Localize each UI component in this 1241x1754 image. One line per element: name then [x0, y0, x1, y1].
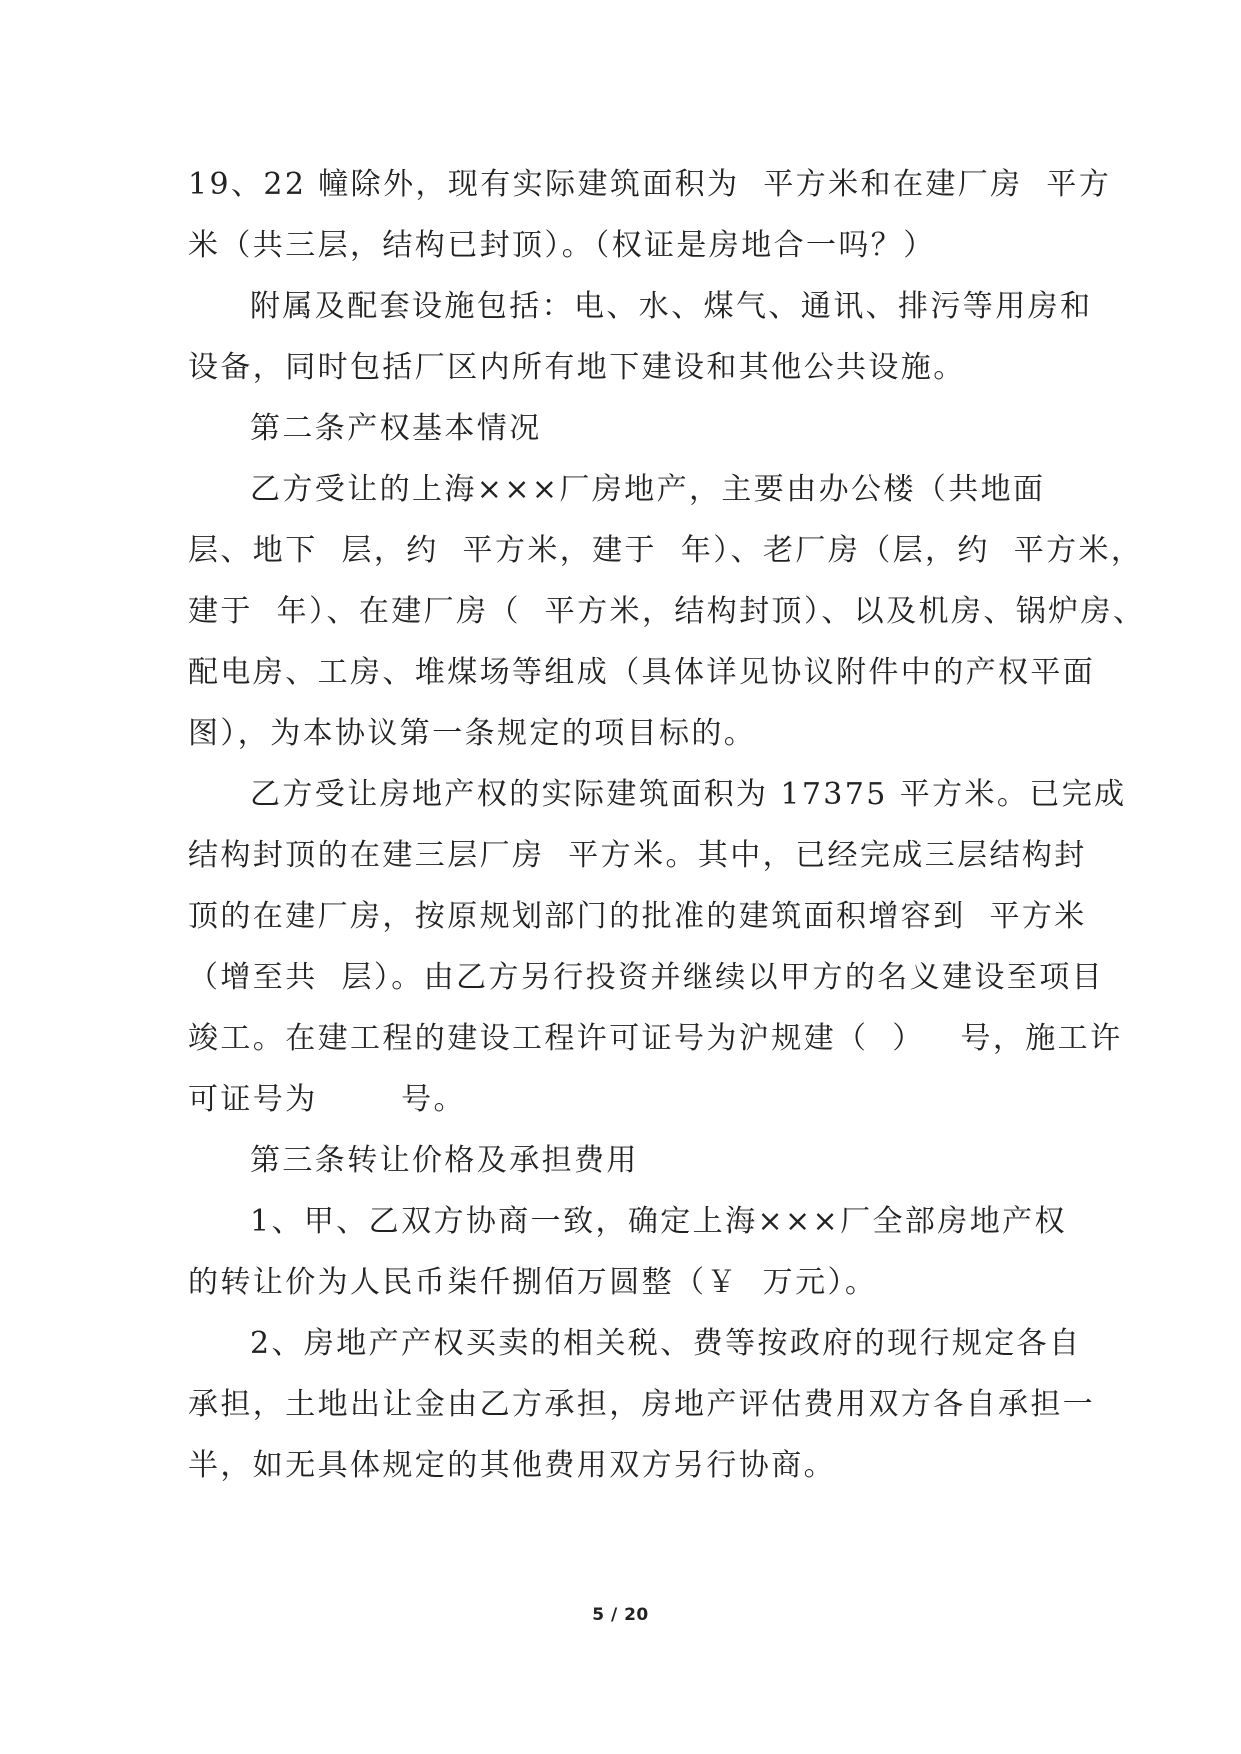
text-line: 建于 年）、在建厂房（ 平方米，结构封顶）、以及机房、锅炉房、 [188, 594, 1146, 629]
text-line: 设备，同时包括厂区内所有地下建设和其他公共设施。 [188, 350, 966, 385]
text-line: 可证号为 号。 [188, 1082, 466, 1117]
text-line: 米（共三层，结构已封顶）。（权证是房地合一吗？） [188, 228, 936, 263]
text-line: 的转让价为人民币柒仟捌佰万圆整（￥ 万元）。 [188, 1265, 878, 1300]
text-line: 1、甲、乙双方协商一致，确定上海×××厂全部房地产权 [250, 1204, 1067, 1239]
page-number: 5 / 20 [592, 1605, 649, 1625]
text-line: 半，如无具体规定的其他费用双方另行协商。 [188, 1448, 836, 1483]
text-line: 2、房地产产权买卖的相关税、费等按政府的现行规定各自 [250, 1326, 1082, 1361]
text-line: 图），为本协议第一条规定的项目标的。 [188, 716, 757, 751]
text-line: 层、地下 层，约 平方米，建于 年）、老厂房（层，约 平方米， [188, 533, 1144, 568]
section-heading: 第二条产权基本情况 [250, 411, 542, 446]
text-line: 乙方受让的上海×××厂房地产，主要由办公楼（共地面 [250, 472, 1046, 507]
section-heading: 第三条转让价格及承担费用 [250, 1143, 639, 1178]
text-line: 19、22 幢除外，现有实际建筑面积为 平方米和在建厂房 平方 [188, 167, 1112, 202]
text-line: 配电房、工房、堆煤场等组成（具体详见协议附件中的产权平面 [188, 655, 1096, 690]
text-line: 附属及配套设施包括：电、水、煤气、通讯、排污等用房和 [250, 289, 1093, 324]
text-line: 竣工。在建工程的建设工程许可证号为沪规建（ ） 号，施工许 [188, 1021, 1123, 1056]
text-line: 承担，土地出让金由乙方承担，房地产评估费用双方各自承担一 [188, 1387, 1096, 1422]
text-line: 顶的在建厂房，按原规划部门的批准的建筑面积增容到 平方米 [188, 899, 1087, 934]
text-line: 结构封顶的在建三层厂房 平方米。其中，已经完成三层结构封 [188, 838, 1087, 873]
document-body [188, 154, 1146, 1496]
text-line: （增至共 层）。由乙方另行投资并继续以甲方的名义建设至项目 [188, 960, 1105, 995]
text-line: 乙方受让房地产权的实际建筑面积为 17375 平方米。已完成 [250, 777, 1127, 812]
